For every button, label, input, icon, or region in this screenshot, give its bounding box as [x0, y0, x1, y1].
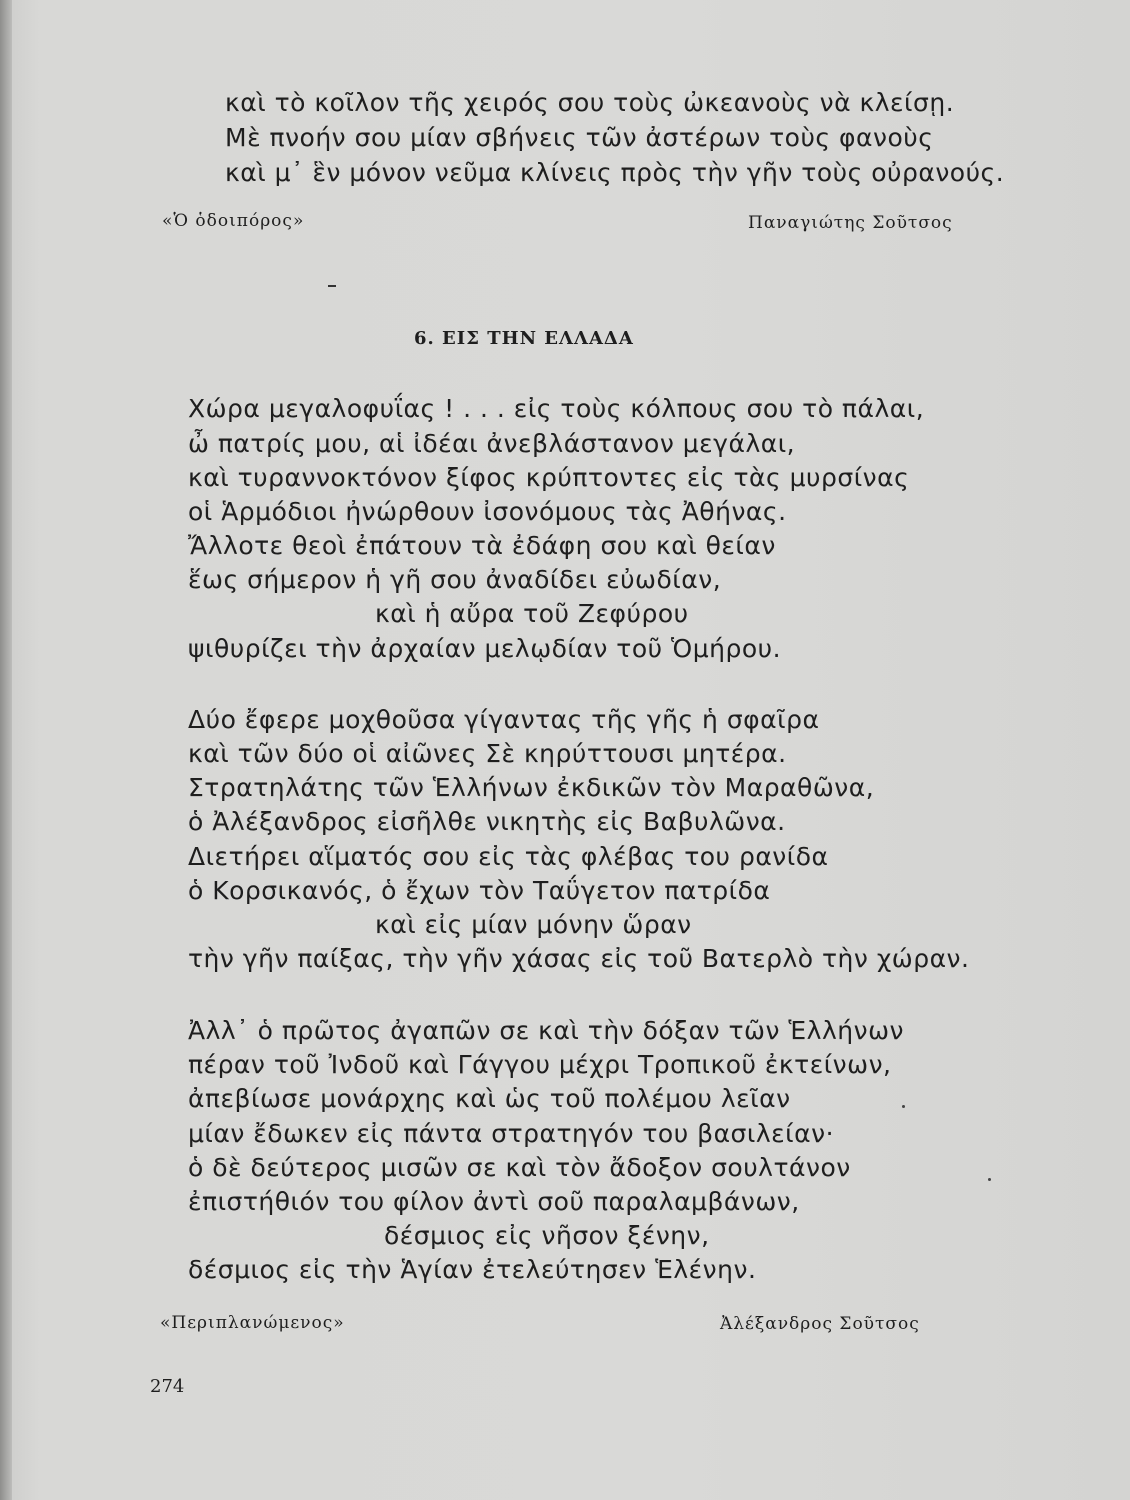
page-number: 274	[150, 1376, 185, 1397]
verse-line: ὁ δὲ δεύτερος μισῶν σε καὶ τὸν ἄδοξον σουλτάνον	[188, 1153, 851, 1182]
verse-line: καὶ μ᾽ ἓν μόνον νεῦμα κλίνεις πρὸς τὴν γῆν τοὺς οὐρανούς.	[225, 158, 1005, 187]
verse-line: ὁ Κορσικανός, ὁ ἔχων τὸν Ταΰγετον πατρίδα	[188, 876, 771, 905]
verse-line: Χώρα μεγαλοφυΐας ! . . . εἰς τοὺς κόλπους σου τὸ πάλαι,	[188, 394, 925, 423]
verse-line: καὶ τὸ κοῖλον τῆς χειρός σου τοὺς ὠκεανοὺς νὰ κλείσῃ.	[225, 88, 955, 117]
verse-line: ἕως σήμερον ἡ γῆ σου ἀναδίδει εὐωδίαν,	[188, 565, 722, 594]
verse-line: ἀπεβίωσε μονάρχης καὶ ὡς τοῦ πολέμου λεῖαν	[188, 1084, 791, 1113]
speck	[988, 1178, 991, 1181]
verse-line: καὶ τῶν δύο οἱ αἰῶνες Σὲ κηρύττουσι μητέρα.	[188, 739, 787, 768]
verse-line: ψιθυρίζει τὴν ἀρχαίαν μελῳδίαν τοῦ Ὁμήρου.	[188, 634, 782, 663]
attribution-source: «Ὁ ὁδοιπόρος»	[162, 211, 305, 231]
verse-line-indented: καὶ ἡ αὔρα τοῦ Ζεφύρου	[375, 599, 689, 628]
verse-line: Ἀλλ᾽ ὁ πρῶτος ἀγαπῶν σε καὶ τὴν δόξαν τῶν Ἑλλήνων	[188, 1016, 904, 1045]
attribution-source: «Περιπλανώμενος»	[160, 1313, 345, 1333]
verse-line: Μὲ πνοήν σου μίαν σβήνεις τῶν ἀστέρων τοὺς φανοὺς	[225, 123, 934, 152]
verse-line: Στρατηλάτης τῶν Ἑλλήνων ἐκδικῶν τὸν Μαραθῶνα,	[188, 773, 875, 802]
verse-line: Διετήρει αἵματός σου εἰς τὰς φλέβας του ρανίδα	[188, 842, 829, 871]
verse-line: μίαν ἔδωκεν εἰς πάντα στρατηγόν του βασιλείαν·	[188, 1119, 835, 1148]
verse-line-indented: δέσμιος εἰς νῆσον ξένην,	[384, 1221, 710, 1250]
verse-line: ὁ Ἀλέξανδρος εἰσῆλθε νικητὴς εἰς Βαβυλῶνα.	[188, 807, 786, 836]
verse-line: τὴν γῆν παίξας, τὴν γῆν χάσας εἰς τοῦ Βατερλὸ τὴν χώραν.	[188, 944, 970, 973]
book-spine-shadow	[0, 0, 12, 1500]
verse-line: ἐπιστήθιόν του φίλον ἀντὶ σοῦ παραλαμβάνων,	[188, 1187, 800, 1216]
verse-line: καὶ τυραννοκτόνον ξίφος κρύπτοντες εἰς τὰς μυρσίνας	[188, 463, 910, 492]
verse-line: οἱ Ἁρμόδιοι ἠνώρθουν ἰσονόμους τὰς Ἀθήνας.	[188, 497, 787, 526]
section-divider	[328, 285, 336, 287]
attribution-author: Ἀλέξανδρος Σοῦτσος	[720, 1314, 920, 1334]
verse-line: ὦ πατρίς μου, αἱ ἰδέαι ἀνεβλάστανον μεγάλαι,	[188, 429, 796, 458]
attribution-author: Παναγιώτης Σοῦτσος	[748, 213, 953, 233]
verse-line: Ἄλλοτε θεοὶ ἐπάτουν τὰ ἐδάφη σου καὶ θείαν	[188, 531, 776, 560]
verse-line: Δύο ἔφερε μοχθοῦσα γίγαντας τῆς γῆς ἡ σφαῖρα	[188, 705, 820, 734]
verse-line: δέσμιος εἰς τὴν Ἁγίαν ἐτελεύτησεν Ἑλένην.	[188, 1255, 757, 1284]
speck	[902, 1105, 905, 1108]
verse-line-indented: καὶ εἰς μίαν μόνην ὥραν	[375, 910, 692, 939]
verse-line: πέραν τοῦ Ἰνδοῦ καὶ Γάγγου μέχρι Τροπικοῦ ἐκτείνων,	[188, 1050, 892, 1079]
poem-title: 6. ΕΙΣ ΤΗΝ ΕΛΛΑΔΑ	[414, 328, 634, 349]
